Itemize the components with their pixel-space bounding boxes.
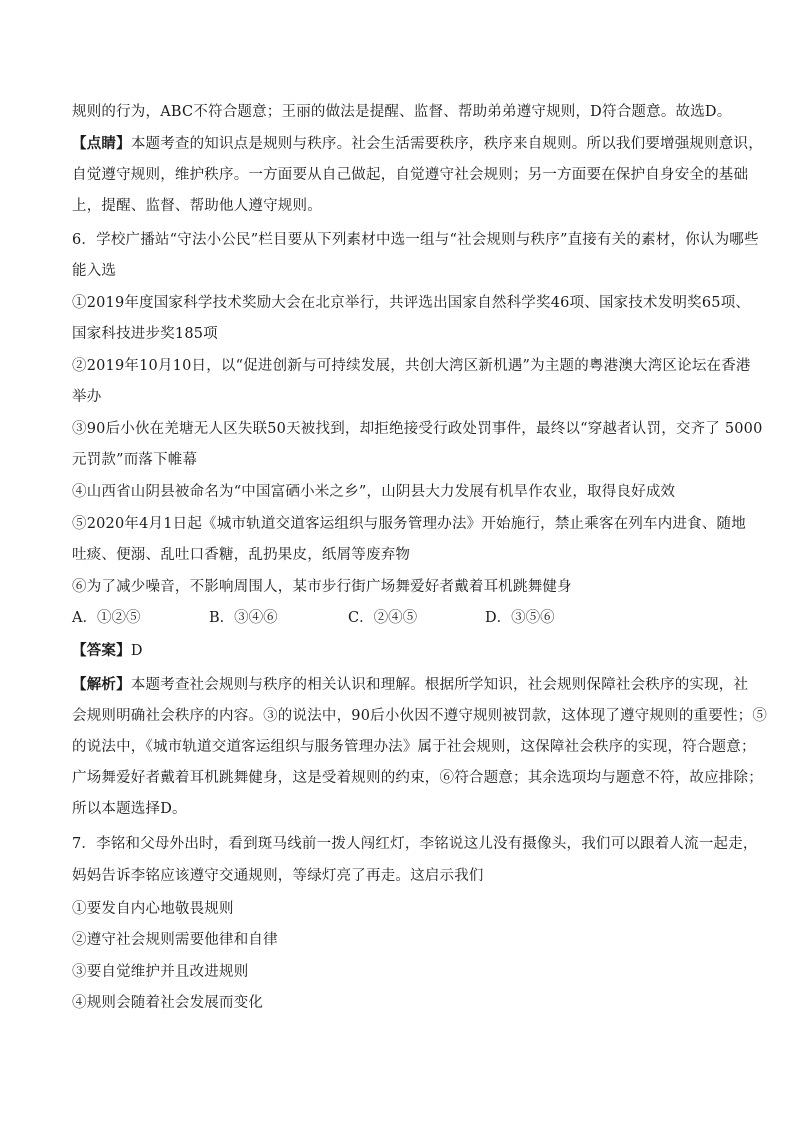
text-line: 自觉遵守规则，维护秩序。一方面要从自己做起，自觉遵守社会规则；另一方面要在保护自身安全的基础 xyxy=(72,167,749,183)
text-line: 的说法中，《城市轨道交道客运组织与服务管理办法》属于社会规则，这保障社会秩序的实现，符合题意； xyxy=(72,739,756,755)
text-line: 妈妈告诉李铭应该遵守交通规则，等绿灯亮了再走。这启示我们 xyxy=(72,868,484,884)
text-line: 上，提醒、监督、帮助他人遵守规则。 xyxy=(72,198,322,214)
dianjing-paragraph xyxy=(72,134,763,154)
question-6-stem: 6．学校广播站“守法小公民”栏目要从下列素材中选一组与“社会规则与秩序”直接有关的素材，你认为哪些 xyxy=(72,232,759,248)
choice-b[interactable]: B．③④⑥ xyxy=(209,610,278,626)
text-line: 会规则明确社会秩序的内容。③的说法中，90后小伙因不遵守规则被罚款，这体现了遵守规则的重要性；⑤ xyxy=(72,708,768,724)
q7-option-1: ①要发自内心地敬畏规则 xyxy=(72,901,234,917)
text-line: 举办 xyxy=(72,389,102,405)
question-7-stem: 7．李铭和父母外出时，看到斑马线前一拨人闯红灯，李铭说这儿没有摄像头，我们可以跟着人流一起走， xyxy=(72,836,758,852)
option-5: ⑤2020年4月1日起《城市轨道交道客运组织与服务管理办法》开始施行，禁止乘客在列车内进食、随地 xyxy=(72,516,746,532)
answer-line xyxy=(72,641,732,661)
text-line: 国家科技进步奖185项 xyxy=(72,326,218,342)
choice-d[interactable]: D．③⑤⑥ xyxy=(485,610,555,626)
text-line: 广场舞爱好者戴着耳机跳舞健身，这是受着规则的约束，⑥符合题意；其余选项均与题意不符，故应排除； xyxy=(72,770,763,786)
dianjing-label: 【点睛】 xyxy=(72,135,131,152)
analysis-paragraph xyxy=(72,675,749,695)
text-line: 能入选 xyxy=(72,263,117,279)
text-line: 元罚款”而落下帷幕 xyxy=(72,452,198,468)
text-line: 吐痰、便溺、乱吐口香糖，乱扔果皮，纸屑等废弃物 xyxy=(72,547,411,563)
answer-choices xyxy=(72,608,732,628)
option-2: ②2019年10月10日，以“促进创新与可持续发展，共创大湾区新机遇”为主题的粤港澳大湾区论坛在香港 xyxy=(72,358,751,374)
text-line: 所以本题选择D。 xyxy=(72,801,187,817)
choice-a[interactable]: A．①②⑤ xyxy=(72,610,141,626)
analysis-text: 本题考查社会规则与秩序的相关认识和理解。根据所学知识，社会规则保障社会秩序的实现，社 xyxy=(130,677,749,693)
option-3: ③90后小伙在羌塘无人区失联50天被找到，却拒绝接受行政处罚事件，最终以“穿越者认罚，交齐了 5000 xyxy=(72,421,763,437)
q7-option-2: ②遵守社会规则需要他律和自律 xyxy=(72,932,278,948)
q7-option-4: ④规则会随着社会发展而变化 xyxy=(72,995,264,1011)
answer-label: 【答案】 xyxy=(72,642,131,659)
option-1: ①2019年度国家科学技术奖励大会在北京举行，共评选出国家自然科学奖46项、国家技术发明奖65项、 xyxy=(72,295,751,311)
text-line: 规则的行为，ABC不符合题意；王丽的做法是提醒、监督、帮助弟弟遵守规则，D符合题意。故选D。 xyxy=(72,104,732,120)
q7-option-3: ③要自觉维护并且改进规则 xyxy=(72,964,249,980)
analysis-label: 【解析】 xyxy=(72,676,131,693)
choice-c[interactable]: C．②④⑤ xyxy=(348,610,418,626)
option-6: ⑥为了减少噪音，不影响周围人，某市步行街广场舞爱好者戴着耳机跳舞健身 xyxy=(72,579,572,595)
option-4: ④山西省山阴县被命名为“中国富硒小米之乡”，山阴县大力发展有机旱作农业，取得良好成效 xyxy=(72,484,676,500)
answer-value: D xyxy=(130,643,143,659)
dianjing-text: 本题考查的知识点是规则与秩序。社会生活需要秩序，秩序来自规则。所以我们要增强规则意识， xyxy=(130,136,763,152)
